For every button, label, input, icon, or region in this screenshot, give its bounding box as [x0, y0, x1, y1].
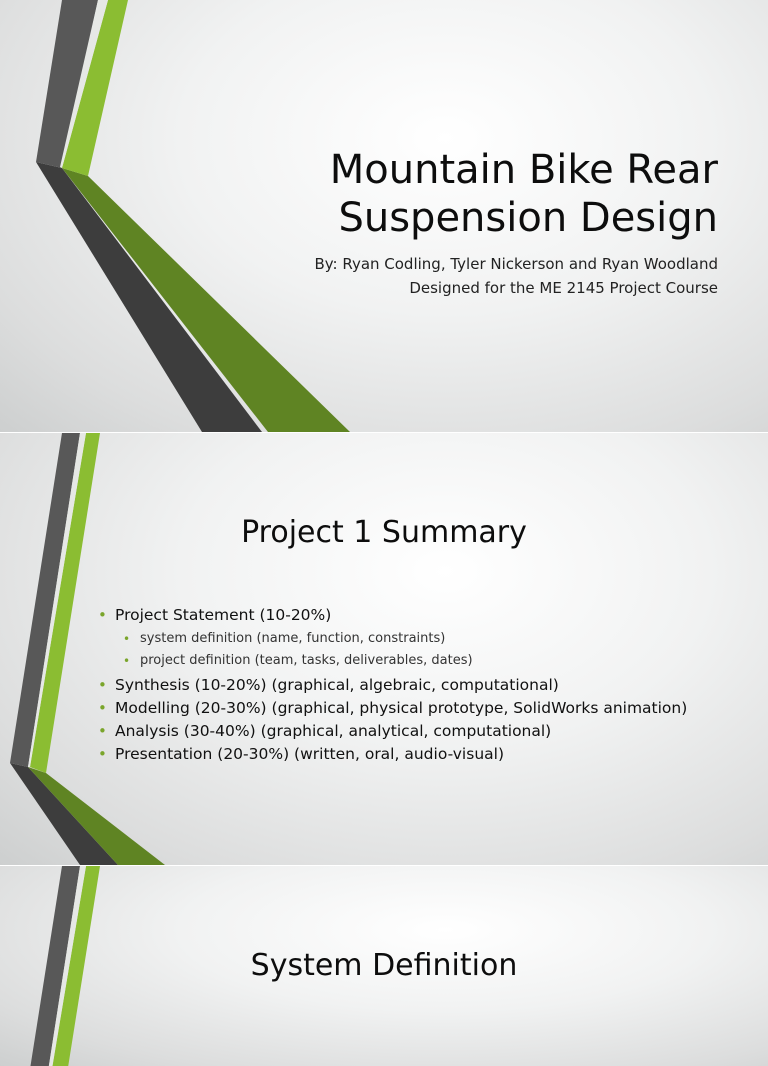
slide-system-definition	[0, 866, 768, 1066]
bullet-icon: •	[98, 745, 107, 763]
bullet-text: Synthesis (10-20%) (graphical, algebraic, computational)	[115, 676, 559, 694]
list-item	[98, 698, 718, 718]
course-line: Designed for the ME 2145 Project Course	[409, 279, 718, 297]
bullet-icon: •	[98, 676, 107, 694]
authors-line: By: Ryan Codling, Tyler Nickerson and Ryan Woodland	[314, 255, 718, 273]
bullet-list	[98, 605, 718, 767]
sub-list-item	[123, 650, 718, 672]
list-item	[98, 675, 718, 695]
title-line: Suspension Design	[338, 195, 718, 241]
slide-heading: System Definition	[250, 948, 518, 983]
bullet-text: Presentation (20-30%) (written, oral, audio-visual)	[115, 745, 504, 763]
bullet-icon: •	[98, 722, 107, 740]
sub-list-item	[123, 628, 718, 650]
bullet-icon: •	[123, 654, 131, 668]
slide-project-summary	[0, 433, 768, 865]
slide-title-page	[0, 0, 768, 432]
bullet-icon: •	[98, 606, 107, 624]
sub-bullet-text: project definition (team, tasks, deliverables, dates)	[140, 653, 473, 668]
title-line: Mountain Bike Rear	[329, 147, 718, 193]
slide-heading: Project 1 Summary	[241, 515, 527, 550]
bullet-icon: •	[98, 699, 107, 717]
sub-bullet-list	[123, 628, 718, 672]
list-item	[98, 744, 718, 764]
sub-bullet-text: system definition (name, function, constraints)	[140, 631, 446, 646]
bullet-icon: •	[123, 632, 131, 646]
bullet-text: Analysis (30-40%) (graphical, analytical, computational)	[115, 722, 552, 740]
title-block	[158, 146, 718, 299]
list-item	[98, 605, 718, 672]
bullet-text: Project Statement (10-20%)	[115, 606, 332, 624]
presentation-title	[158, 146, 718, 242]
list-item	[98, 721, 718, 741]
bullet-text: Modelling (20-30%) (graphical, physical prototype, SolidWorks animation)	[115, 699, 688, 717]
